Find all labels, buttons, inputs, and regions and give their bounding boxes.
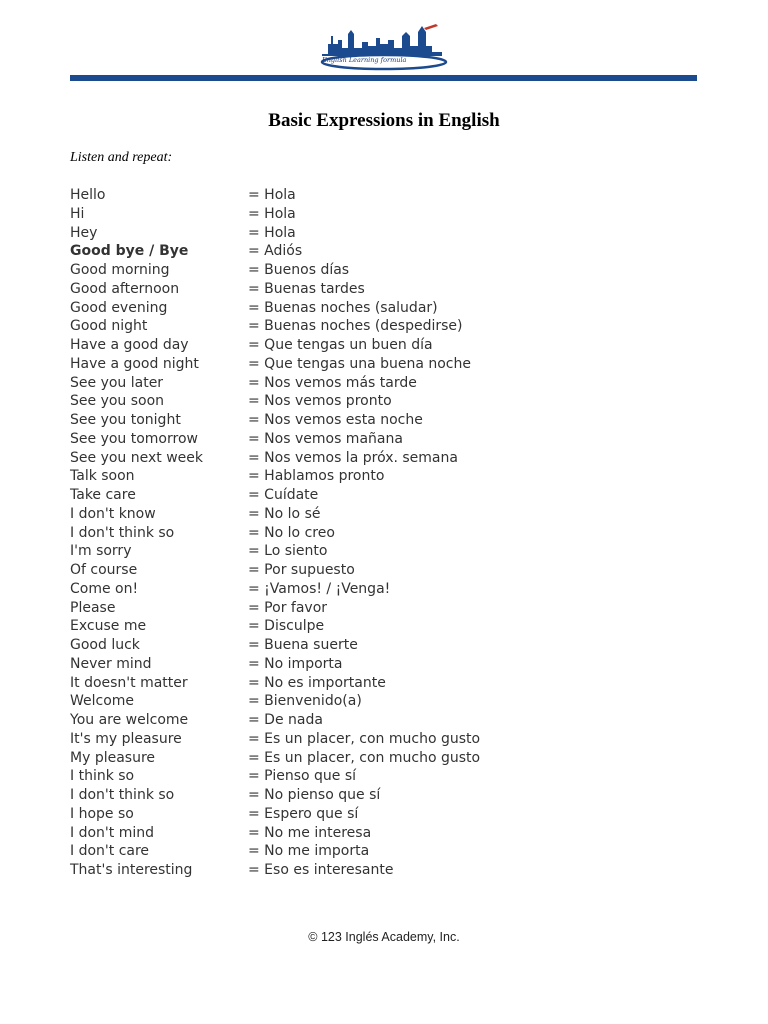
expression-english: See you soon <box>70 393 165 410</box>
expression-spanish: = Que tengas una buena noche <box>248 355 471 372</box>
expression-spanish: = No me interesa <box>248 824 372 841</box>
expression-spanish: = Eso es interesante <box>248 862 394 878</box>
expression-row <box>70 861 710 880</box>
expression-spanish: = Por supuesto <box>248 562 355 578</box>
expression-spanish: = Nos vemos la próx. semana <box>248 449 458 466</box>
expression-row <box>70 430 710 449</box>
expression-english: I don't think so <box>70 524 175 541</box>
expression-english: See you later <box>70 374 164 391</box>
expression-english: Good afternoon <box>70 280 180 297</box>
expression-english: Good night <box>70 318 148 335</box>
expression-spanish: = Hablamos pronto <box>248 468 385 485</box>
expression-row <box>70 692 710 711</box>
expression-english: Come on! <box>70 580 139 597</box>
instruction-text: Listen and repeat: <box>70 150 173 165</box>
logo-skyline-icon <box>318 22 450 72</box>
expression-english: Good bye / Bye <box>70 243 189 260</box>
expression-row <box>70 355 710 374</box>
expression-row <box>70 299 710 318</box>
logo-text: English Learning formula <box>322 56 407 64</box>
expression-row <box>70 336 710 355</box>
expression-row <box>70 824 710 843</box>
expression-spanish: = No lo creo <box>248 524 335 541</box>
expression-row <box>70 711 710 730</box>
expression-english: Good luck <box>70 637 140 653</box>
expression-english: Welcome <box>70 693 135 710</box>
page-title: Basic Expressions in English <box>268 110 500 131</box>
expression-spanish: = Hola <box>248 205 296 222</box>
copyright-footer: © 123 Inglés Academy, Inc. <box>308 930 460 944</box>
expression-spanish: = Hola <box>248 187 296 203</box>
expression-english: I think so <box>70 768 135 785</box>
expression-row <box>70 561 710 580</box>
expression-spanish: = Es un placer, con mucho gusto <box>248 749 481 766</box>
expression-row <box>70 392 710 411</box>
expression-english: Of course <box>70 562 138 578</box>
expression-row <box>70 186 710 205</box>
expression-spanish: = Cuídate <box>248 487 319 503</box>
expression-spanish: = Buenas noches (saludar) <box>248 299 438 316</box>
expression-english: Take care <box>70 487 136 503</box>
expression-english: I hope so <box>70 805 134 822</box>
expression-row <box>70 467 710 486</box>
expression-row <box>70 636 710 655</box>
expression-spanish: = Pienso que sí <box>248 768 357 785</box>
expression-english: Talk soon <box>70 468 135 485</box>
expression-row <box>70 505 710 524</box>
expression-english: I don't know <box>70 505 156 522</box>
expression-english: My pleasure <box>70 749 156 766</box>
expression-row <box>70 524 710 543</box>
expression-row <box>70 449 710 468</box>
expression-english: Have a good day <box>70 337 189 353</box>
expression-row <box>70 411 710 430</box>
expression-english: I don't mind <box>70 824 154 841</box>
expression-english: Good morning <box>70 262 170 278</box>
expression-row <box>70 599 710 618</box>
expression-spanish: = Bienvenido(a) <box>248 693 362 710</box>
expression-row <box>70 242 710 261</box>
expression-row <box>70 842 710 861</box>
expression-english: You are welcome <box>70 712 189 728</box>
expression-english: That's interesting <box>70 862 193 878</box>
expression-english: Hey <box>70 224 98 241</box>
expression-row <box>70 655 710 674</box>
expression-spanish: = Nos vemos esta noche <box>248 412 423 428</box>
expression-row <box>70 674 710 693</box>
expression-spanish: = Buenas noches (despedirse) <box>248 318 463 335</box>
header-rule <box>70 75 697 81</box>
expression-spanish: = Buenas tardes <box>248 280 365 297</box>
expression-row <box>70 205 710 224</box>
expression-row <box>70 730 710 749</box>
expression-english: I'm sorry <box>70 543 132 560</box>
expression-row <box>70 617 710 636</box>
expression-english: Please <box>70 599 116 616</box>
expression-row <box>70 374 710 393</box>
expression-english: See you tonight <box>70 412 181 428</box>
expression-english: Have a good night <box>70 355 199 372</box>
expression-spanish: = No me importa <box>248 843 370 860</box>
expression-row <box>70 317 710 336</box>
expression-english: I don't think so <box>70 787 175 803</box>
expression-spanish: = Espero que sí <box>248 805 359 822</box>
expression-spanish: = Nos vemos mañana <box>248 430 403 447</box>
expression-spanish: = No importa <box>248 655 343 672</box>
expression-row <box>70 542 710 561</box>
expression-row <box>70 280 710 299</box>
expression-spanish: = Es un placer, con mucho gusto <box>248 730 481 747</box>
expression-row <box>70 224 710 243</box>
expression-spanish: = Que tengas un buen día <box>248 337 433 353</box>
expression-spanish: = De nada <box>248 712 323 728</box>
expression-spanish: = Buenos días <box>248 262 350 278</box>
expression-row <box>70 486 710 505</box>
expression-english: Never mind <box>70 655 152 672</box>
expression-english: See you next week <box>70 449 203 466</box>
expression-row <box>70 580 710 599</box>
expression-spanish: = No lo sé <box>248 505 321 522</box>
expression-english: See you tomorrow <box>70 430 198 447</box>
expression-spanish: = Nos vemos más tarde <box>248 374 417 391</box>
expression-spanish: = Buena suerte <box>248 637 358 653</box>
expression-english: Excuse me <box>70 618 147 635</box>
expression-spanish: = No pienso que sí <box>248 787 381 803</box>
expression-spanish: = Disculpe <box>248 618 325 635</box>
expression-spanish: = Por favor <box>248 599 328 616</box>
expression-english: Hello <box>70 187 106 203</box>
expression-spanish: = Lo siento <box>248 543 328 560</box>
expression-english: It's my pleasure <box>70 730 182 747</box>
expression-spanish: = ¡Vamos! / ¡Venga! <box>248 580 391 597</box>
expressions-list <box>70 186 710 880</box>
expression-spanish: = No es importante <box>248 674 386 691</box>
expression-spanish: = Hola <box>248 224 296 241</box>
expression-spanish: = Nos vemos pronto <box>248 393 392 410</box>
expression-row <box>70 749 710 768</box>
expression-english: Hi <box>70 205 85 222</box>
expression-english: Good evening <box>70 299 168 316</box>
expression-spanish: = Adiós <box>248 243 303 260</box>
expression-row <box>70 805 710 824</box>
expression-row <box>70 767 710 786</box>
expression-row <box>70 786 710 805</box>
expression-english: It doesn't matter <box>70 674 188 691</box>
expression-row <box>70 261 710 280</box>
expression-english: I don't care <box>70 843 150 860</box>
